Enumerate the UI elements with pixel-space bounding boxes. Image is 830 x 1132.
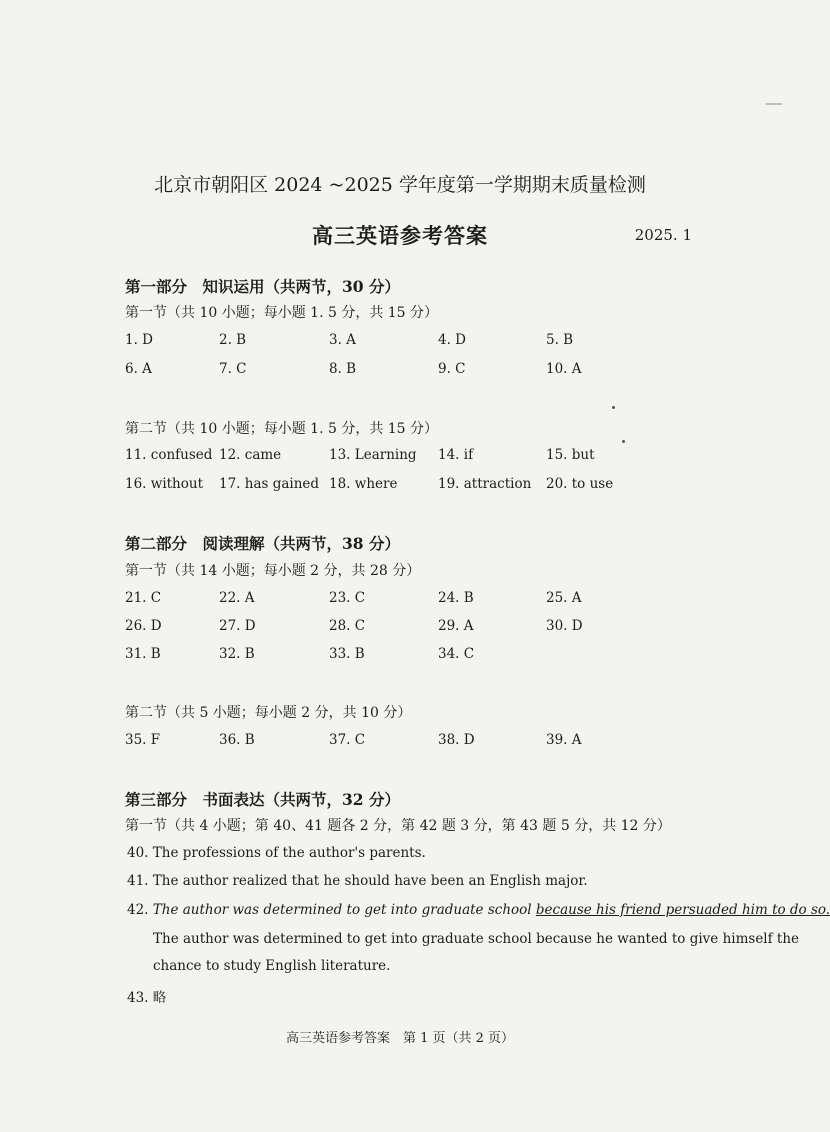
answer-item: 25. A xyxy=(546,590,582,606)
answer-q40: 40. The professions of the author's parents. xyxy=(127,845,426,861)
scan-mark xyxy=(766,103,782,105)
answer-item: 26. D xyxy=(125,618,162,634)
answer-item: 4. D xyxy=(438,332,466,348)
answer-item: 21. C xyxy=(125,590,162,606)
answer-item: 13. Learning xyxy=(329,447,417,463)
answer-item: 22. A xyxy=(219,590,255,606)
answer-item: 37. C xyxy=(329,732,366,748)
answer-item: 8. B xyxy=(329,361,357,377)
answer-item: 17. has gained xyxy=(219,476,320,492)
part1-section2-heading: 第二节（共 10 小题；每小题 1. 5 分，共 15 分） xyxy=(125,421,439,437)
answer-item: 20. to use xyxy=(546,476,614,492)
answer-item: 18. where xyxy=(329,476,398,492)
answer-item: 28. C xyxy=(329,618,366,634)
answer-item: 36. B xyxy=(219,732,255,748)
part1-heading: 第一部分 知识运用（共两节，30 分） xyxy=(125,277,400,296)
answer-item: 34. C xyxy=(438,646,475,662)
q42-answer-line2: chance to study English literature. xyxy=(153,958,391,974)
answer-item: 35. F xyxy=(125,732,161,748)
answer-item: 7. C xyxy=(219,361,247,377)
answer-item: 5. B xyxy=(546,332,574,348)
answer-item: 38. D xyxy=(438,732,475,748)
answer-item: 1. D xyxy=(125,332,153,348)
answer-item: 30. D xyxy=(546,618,583,634)
answer-item: 29. A xyxy=(438,618,474,634)
answer-q42-prompt xyxy=(127,902,830,918)
answer-item: 33. B xyxy=(329,646,365,662)
answer-q43: 43. 略 xyxy=(127,990,167,1006)
exam-title: 北京市朝阳区 2024 ~2025 学年度第一学期期末质量检测 xyxy=(154,174,646,196)
answer-item: 11. confused xyxy=(125,447,213,463)
part3-heading: 第三部分 书面表达（共两节，32 分） xyxy=(125,790,400,809)
answer-item: 14. if xyxy=(438,447,474,463)
q42-answer-line1: The author was determined to get into graduate school because he wanted to give himself the xyxy=(153,931,800,947)
q42-underlined-clause: because his friend persuaded him to do so. xyxy=(535,902,830,918)
scan-speck xyxy=(622,440,625,443)
answer-item: 39. A xyxy=(546,732,582,748)
answer-q41: 41. The author realized that he should have been an English major. xyxy=(127,873,588,889)
answer-item: 16. without xyxy=(125,476,204,492)
part2-heading: 第二部分 阅读理解（共两节，38 分） xyxy=(125,534,400,553)
answer-item: 24. B xyxy=(438,590,474,606)
answer-item: 12. came xyxy=(219,447,282,463)
answer-item: 15. but xyxy=(546,447,595,463)
document-subtitle: 高三英语参考答案 xyxy=(312,223,488,248)
scan-speck xyxy=(612,406,615,409)
part2-section1-heading: 第一节（共 14 小题；每小题 2 分，共 28 分） xyxy=(125,563,421,579)
answer-item: 27. D xyxy=(219,618,256,634)
answer-item: 32. B xyxy=(219,646,255,662)
answer-item: 2. B xyxy=(219,332,247,348)
part3-section1-heading: 第一节（共 4 小题；第 40、41 题各 2 分，第 42 题 3 分，第 43 题 5 分，共 12 分） xyxy=(125,818,671,834)
answer-item: 3. A xyxy=(329,332,356,348)
answer-item: 31. B xyxy=(125,646,161,662)
answer-item: 19. attraction xyxy=(438,476,532,492)
part1-section1-heading: 第一节（共 10 小题；每小题 1. 5 分，共 15 分） xyxy=(125,305,439,321)
document-date: 2025. 1 xyxy=(634,226,692,244)
answer-item: 9. C xyxy=(438,361,466,377)
q42-number: 42. xyxy=(127,902,149,918)
q42-italic-sentence: The author was determined to get into graduate school xyxy=(152,902,532,918)
answer-item: 23. C xyxy=(329,590,366,606)
page-footer: 高三英语参考答案 第 1 页（共 2 页） xyxy=(285,1031,515,1046)
part2-section2-heading: 第二节（共 5 小题；每小题 2 分，共 10 分） xyxy=(125,705,412,721)
answer-item: 6. A xyxy=(125,361,152,377)
answer-item: 10. A xyxy=(546,361,582,377)
